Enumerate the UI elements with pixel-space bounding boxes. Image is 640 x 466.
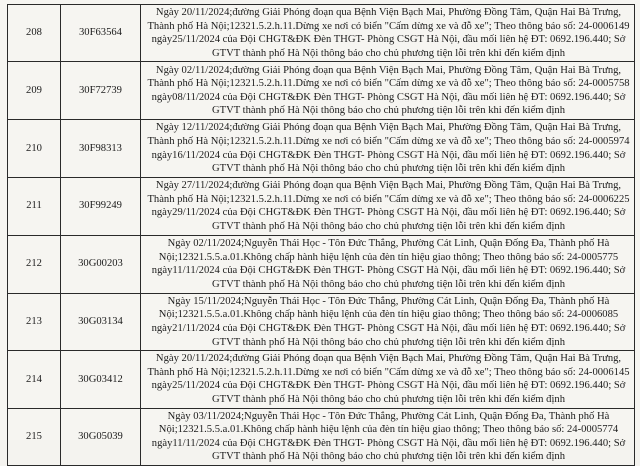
table-row: [8, 5, 635, 62]
violation-content: Ngày 15/11/2024;Nguyễn Thái Học - Tôn Đức Thắng, Phường Cát Linh, Quận Đống Đa, Thành phố Hà Nội;12321.5.5.a.01.Không chấp hành hiệu lệnh của đèn tín hiệu giao thông; Theo thông báo số: 24-0006085 ngày21/11/2024 của Đội CHGT&ĐK Đèn THGT- Phòng CSGT Hà Nội, đầu mối liên hệ ĐT: 0692.196.440; Sở GTVT thành phố Hà Nội thông báo cho chủ phương tiện lỗi trên khi đến kiểm định: [141, 293, 635, 350]
license-plate: 30G05039: [61, 408, 141, 465]
violation-content: Ngày 02/11/2024;đường Giải Phóng đoạn qua Bệnh Viện Bạch Mai, Phường Đồng Tâm, Quận Hai Bà Trưng, Thành phố Hà Nội;12321.5.2.h.11.Dừng xe nơi có biển "Cấm dừng xe và đỗ xe"; Theo thông báo số: 24-0005758 ngày08/11/2024 của Đội CHGT&ĐK Đèn THGT- Phòng CSGT Hà Nội, đầu mối liên hệ ĐT: 0692.196.440; Sở GTVT thành phố Hà Nội thông báo cho chủ phương tiện lỗi trên khi đến kiểm định: [141, 62, 635, 120]
table-row: [8, 177, 635, 235]
license-plate: 30F98313: [61, 120, 141, 177]
license-plate: 30F63564: [61, 5, 141, 62]
table-row: [8, 235, 635, 293]
row-number: 215: [8, 408, 61, 465]
license-plate: 30G00203: [61, 235, 141, 293]
violation-content: Ngày 20/11/2024;đường Giải Phóng đoạn qua Bệnh Viện Bạch Mai, Phường Đồng Tâm, Quận Hai Bà Trưng, Thành phố Hà Nội;12321.5.2.h.11.Dừng xe nơi có biển "Cấm dừng xe và đỗ xe"; Theo thông báo số: 24-0006149 ngày25/11/2024 của Đội CHGT&ĐK Đèn THGT- Phòng CSGT Hà Nội, đầu mối liên hệ ĐT: 0692.196.440; Sở GTVT thành phố Hà Nội thông báo cho chủ phương tiện lỗi trên khi đến kiểm định: [141, 5, 635, 62]
license-plate: 30G03412: [61, 351, 141, 408]
violation-content: Ngày 02/11/2024;Nguyễn Thái Học - Tôn Đức Thắng, Phường Cát Linh, Quận Đống Đa, Thành phố Hà Nội;12321.5.5.a.01.Không chấp hành hiệu lệnh của đèn tín hiệu giao thông; Theo thông báo số: 24-0005775 ngày11/11/2024 của Đội CHGT&ĐK Đèn THGT- Phòng CSGT Hà Nội, đầu mối liên hệ ĐT: 0692.196.440; Sở GTVT thành phố Hà Nội thông báo cho chủ phương tiện lỗi trên khi đến kiểm định: [141, 235, 635, 293]
row-number: 213: [8, 293, 61, 350]
row-number: 214: [8, 351, 61, 408]
table-row: [8, 62, 635, 120]
table-row: [8, 351, 635, 408]
row-number: 210: [8, 120, 61, 177]
row-number: 211: [8, 177, 61, 235]
violation-content: Ngày 20/11/2024;đường Giải Phóng đoạn qua Bệnh Viện Bạch Mai, Phường Đồng Tâm, Quận Hai Bà Trưng, Thành phố Hà Nội;12321.5.2.h.11.Dừng xe nơi có biển "Cấm dừng xe và đỗ xe"; Theo thông báo số: 24-0006145 ngày25/11/2024 của Đội CHGT&ĐK Đèn THGT- Phòng CSGT Hà Nội, đầu mối liên hệ ĐT: 0692.196.440; Sở GTVT thành phố Hà Nội thông báo cho chủ phương tiện lỗi trên khi đến kiểm định: [141, 351, 635, 408]
table-row: [8, 408, 635, 465]
row-number: 208: [8, 5, 61, 62]
violation-table: [7, 4, 635, 466]
table-row: [8, 293, 635, 350]
row-number: 212: [8, 235, 61, 293]
violation-content: Ngày 12/11/2024;đường Giải Phóng đoạn qua Bệnh Viện Bạch Mai, Phường Đồng Tâm, Quận Hai Bà Trưng, Thành phố Hà Nội;12321.5.2.h.11.Dừng xe nơi có biển "Cấm dừng xe và đỗ xe"; Theo thông báo số: 24-0005974 ngày16/11/2024 của Đội CHGT&ĐK Đèn THGT- Phòng CSGT Hà Nội, đầu mối liên hệ ĐT: 0692.196.440; Sở GTVT thành phố Hà Nội thông báo cho chủ phương tiện lỗi trên khi đến kiểm định: [141, 120, 635, 177]
violation-content: Ngày 03/11/2024;Nguyễn Thái Học - Tôn Đức Thắng, Phường Cát Linh, Quận Đống Đa, Thành phố Hà Nội;12321.5.5.a.01.Không chấp hành hiệu lệnh của đèn tín hiệu giao thông; Theo thông báo số: 24-0005774 ngày11/11/2024 của Đội CHGT&ĐK Đèn THGT- Phòng CSGT Hà Nội, đầu mối liên hệ ĐT: 0692.196.440; Sở GTVT thành phố Hà Nội thông báo cho chủ phương tiện lỗi trên khi đến kiểm định: [141, 408, 635, 465]
row-number: 209: [8, 62, 61, 120]
violation-content: Ngày 27/11/2024;đường Giải Phóng đoạn qua Bệnh Viện Bạch Mai, Phường Đồng Tâm, Quận Hai Bà Trưng, Thành phố Hà Nội;12321.5.2.h.11.Dừng xe nơi có biển "Cấm dừng xe và đỗ xe"; Theo thông báo số: 24-0006225 ngày29/11/2024 của Đội CHGT&ĐK Đèn THGT- Phòng CSGT Hà Nội, đầu mối liên hệ ĐT: 0692.196.440; Sở GTVT thành phố Hà Nội thông báo cho chủ phương tiện lỗi trên khi đến kiểm định: [141, 177, 635, 235]
table-row: [8, 120, 635, 177]
license-plate: 30G03134: [61, 293, 141, 350]
license-plate: 30F72739: [61, 62, 141, 120]
license-plate: 30F99249: [61, 177, 141, 235]
